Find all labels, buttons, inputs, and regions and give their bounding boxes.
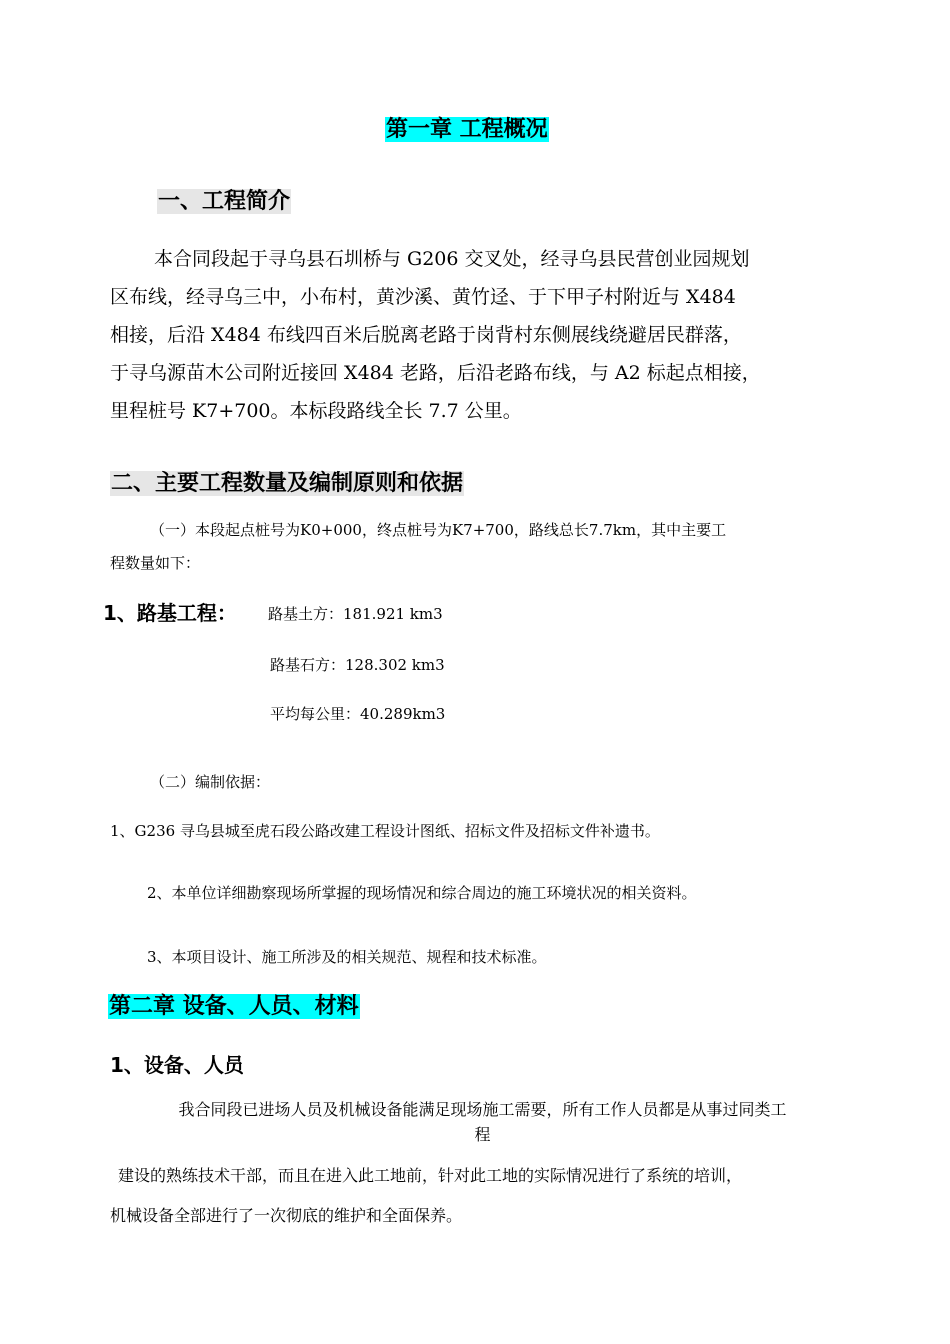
quantity-intro-line1: （一）本段起点桩号为K0+000，终点桩号为K7+700，路线总长7.7km，其中主要工 — [150, 521, 727, 539]
chapter1-title-text: 第一章 工程概况 — [386, 117, 548, 142]
section1-title — [157, 187, 291, 217]
equipment-staff-line1-wrap: 程 — [474, 1125, 491, 1144]
section2-title-text: 二、主要工程数量及编制原则和依据 — [111, 471, 464, 496]
basis-item-2: 2、本单位详细勘察现场所掌握的现场情况和综合周边的施工环境状况的相关资料。 — [147, 884, 697, 902]
equipment-staff-line1: 我合同段已进场人员及机械设备能满足现场施工需要，所有工作人员都是从事过同类工 — [178, 1100, 787, 1119]
paragraph-line: 本合同段起于寻乌县石圳桥与 G206 交叉处，经寻乌县民营创业园规划 — [154, 248, 750, 270]
paragraph-line: 区布线，经寻乌三中，小布村，黄沙溪、黄竹迳、于下甲子村附近与 X484 — [110, 286, 736, 308]
equipment-staff-line3: 机械设备全部进行了一次彻底的维护和全面保养。 — [110, 1206, 463, 1225]
chapter2-title-text: 第二章 设备、人员、材料 — [109, 994, 359, 1019]
paragraph-line: 里程桩号 K7+700。本标段路线全长 7.7 公里。 — [110, 400, 522, 422]
paragraph-line: 相接，后沿 X484 布线四百米后脱离老路于岗背村东侧展线绕避居民群落， — [110, 324, 742, 346]
quantity-intro-line2: 程数量如下： — [110, 554, 201, 572]
equipment-staff-title: 1、设备、人员 — [110, 1053, 244, 1077]
roadbed-stonework: 路基石方：128.302 km3 — [270, 656, 445, 674]
equipment-staff-line2: 建设的熟练技术干部，而且在进入此工地前，针对此工地的实际情况进行了系统的培训， — [118, 1166, 743, 1185]
roadbed-avg-per-km: 平均每公里：40.289km3 — [270, 705, 446, 723]
project-intro-paragraph — [110, 240, 850, 430]
section1-title-text: 一、工程简介 — [158, 189, 291, 214]
basis-title: （二）编制依据： — [150, 773, 271, 791]
roadbed-earthwork: 路基土方：181.921 km3 — [268, 605, 443, 623]
chapter1-title — [385, 115, 549, 145]
basis-item-1: 1、G236 寻乌县城至虎石段公路改建工程设计图纸、招标文件及招标文件补遗书。 — [110, 822, 660, 840]
chapter2-title — [108, 992, 360, 1022]
section2-title — [110, 469, 464, 499]
roadbed-label: 1、路基工程： — [103, 601, 237, 625]
paragraph-line: 于寻乌源苗木公司附近接回 X484 老路，后沿老路布线，与 A2 标起点相接， — [110, 362, 761, 384]
basis-item-3: 3、本项目设计、施工所涉及的相关规范、规程和技术标准。 — [147, 948, 547, 966]
